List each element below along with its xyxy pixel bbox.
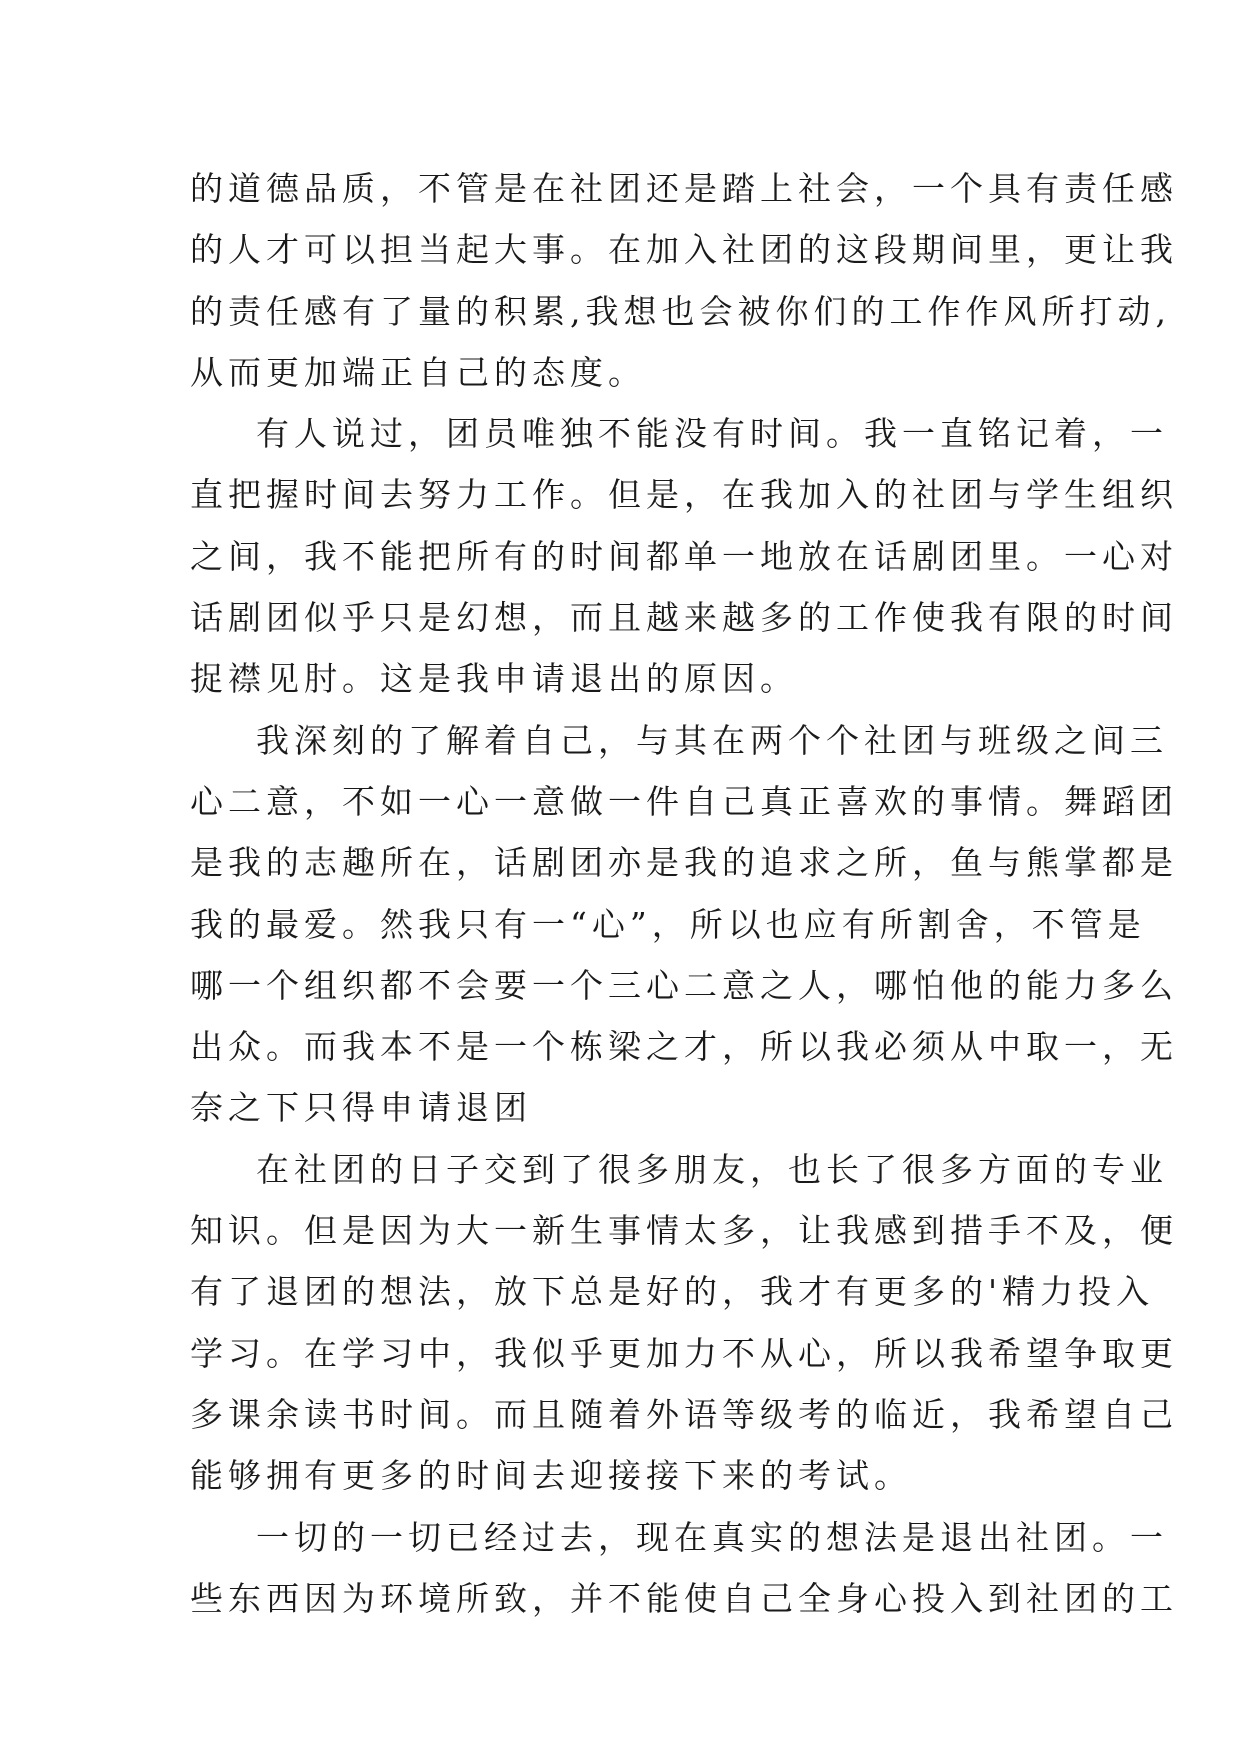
text-line: 一切的一切已经过去，现在真实的想法是退出社团。一 — [256, 1517, 1168, 1557]
text-line: 我的最爱。然我只有一“心”，所以也应有所割舍，不管是 — [190, 904, 1146, 944]
text-line: 心二意，不如一心一意做一件自己真正喜欢的事情。舞蹈团 — [190, 781, 1178, 821]
text-line: 的责任感有了量的积累,我想也会被你们的工作作风所打动, — [190, 291, 1171, 331]
text-line: 有人说过，团员唯独不能没有时间。我一直铭记着，一 — [256, 414, 1168, 454]
text-line: 知识。但是因为大一新生事情太多，让我感到措手不及，便 — [190, 1211, 1178, 1251]
text-line: 我深刻的了解着自己，与其在两个个社团与班级之间三 — [256, 720, 1168, 760]
text-line: 出众。而我本不是一个栋梁之才，所以我必须从中取一，无 — [190, 1027, 1178, 1067]
text-line: 多课余读书时间。而且随着外语等级考的临近，我希望自己 — [190, 1394, 1178, 1434]
text-line: 话剧团似乎只是幻想，而且越来越多的工作使我有限的时间 — [190, 598, 1178, 638]
document-body — [190, 158, 1178, 1629]
text-line: 捉襟见肘。这是我申请退出的原因。 — [190, 659, 798, 699]
text-line: 是我的志趣所在，话剧团亦是我的追求之所，鱼与熊掌都是 — [190, 843, 1178, 883]
text-line: 有了退团的想法，放下总是好的，我才有更多的'精力投入 — [190, 1272, 1155, 1312]
text-line: 在社团的日子交到了很多朋友，也长了很多方面的专业 — [256, 1149, 1168, 1189]
text-line: 些东西因为环境所致，并不能使自己全身心投入到社团的工 — [190, 1578, 1178, 1618]
text-line: 哪一个组织都不会要一个三心二意之人，哪怕他的能力多么 — [190, 965, 1178, 1005]
text-line: 的人才可以担当起大事。在加入社团的这段期间里，更让我 — [190, 230, 1178, 270]
text-line: 能够拥有更多的时间去迎接接下来的考试。 — [190, 1456, 912, 1496]
text-line: 奈之下只得申请退团 — [190, 1088, 532, 1128]
text-line: 的道德品质，不管是在社团还是踏上社会，一个具有责任感 — [190, 169, 1178, 208]
text-line: 直把握时间去努力工作。但是，在我加入的社团与学生组织 — [190, 475, 1178, 515]
text-line: 学习。在学习中，我似乎更加力不从心，所以我希望争取更 — [190, 1333, 1178, 1373]
text-line: 之间，我不能把所有的时间都单一地放在话剧团里。一心对 — [190, 536, 1178, 576]
text-line: 从而更加端正自己的态度。 — [190, 352, 646, 392]
